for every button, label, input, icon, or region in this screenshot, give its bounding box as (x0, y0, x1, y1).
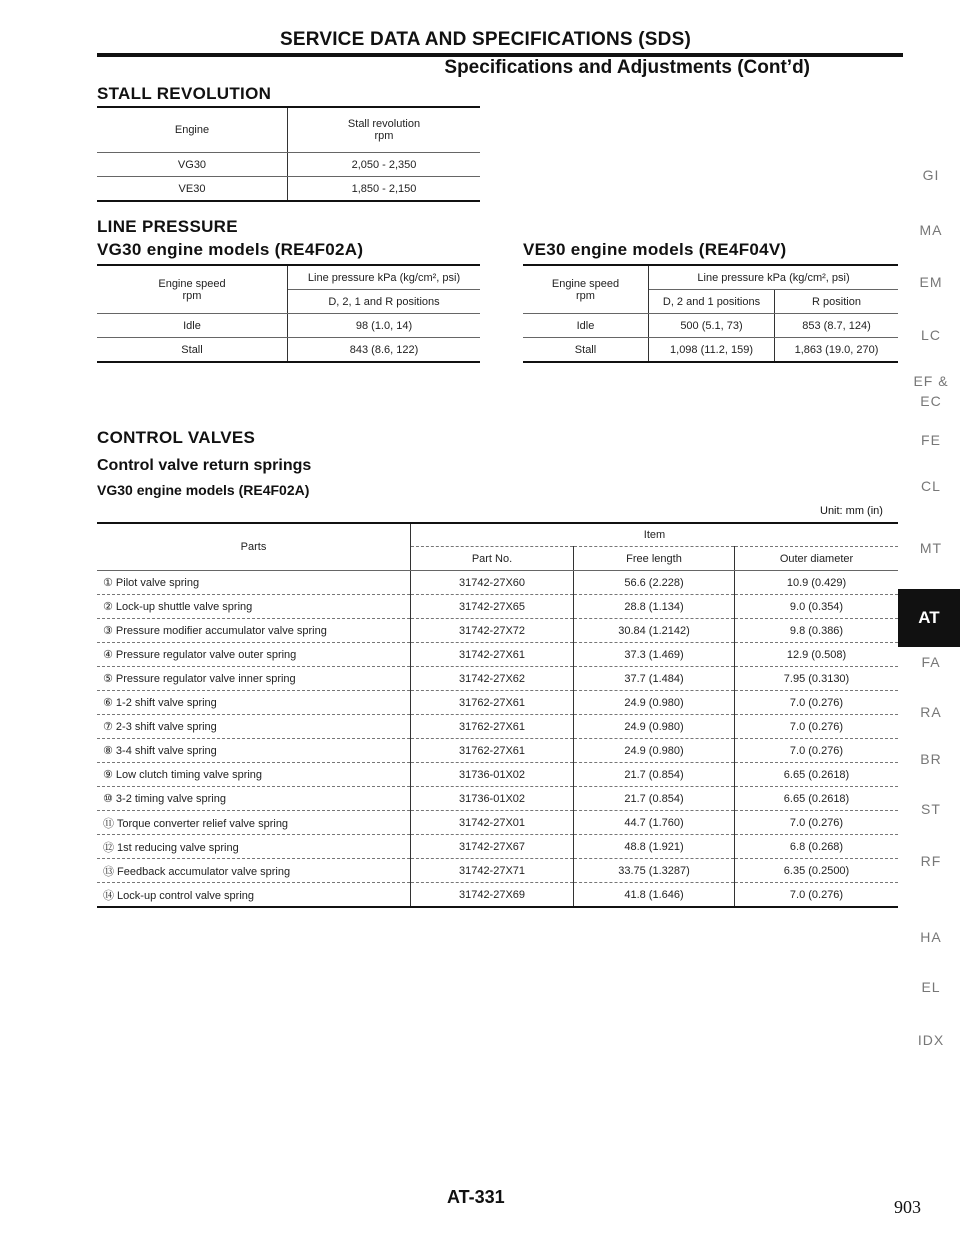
spring-part-no: 31762-27X61 (411, 715, 574, 739)
spring-free-length: 24.9 (0.980) (574, 739, 735, 763)
table-row (97, 763, 898, 787)
table-row (97, 643, 898, 667)
vg30-col-speed-line2: rpm (182, 289, 202, 302)
section-tab[interactable]: ST (921, 801, 941, 817)
spring-part: ⑭ Lock-up control valve spring (97, 883, 411, 908)
table-row (523, 338, 898, 363)
stall-engine: VE30 (97, 177, 288, 202)
table-row (97, 153, 480, 177)
spring-part: ⑨ Low clutch timing valve spring (97, 763, 411, 787)
ve30-col-speed (523, 265, 649, 314)
spring-part-no: 31742-27X60 (411, 571, 574, 595)
table-row (97, 571, 898, 595)
section-tab[interactable]: FA (921, 654, 941, 670)
ve30-line-pressure-table (523, 264, 898, 363)
section-tab[interactable]: BR (920, 751, 942, 767)
spring-outer-diameter: 6.8 (0.268) (735, 835, 899, 859)
section-tab[interactable]: EF & (913, 373, 949, 389)
spring-free-length: 33.75 (1.3287) (574, 859, 735, 883)
spring-outer-diameter: 7.0 (0.276) (735, 739, 899, 763)
stall-col-value (288, 107, 481, 153)
spring-part-no: 31742-27X61 (411, 643, 574, 667)
vg30-col-speed (97, 265, 288, 314)
spring-outer-diameter: 6.35 (0.2500) (735, 859, 899, 883)
section-tab[interactable]: HA (920, 929, 942, 945)
section-tab[interactable]: FE (921, 432, 941, 448)
spring-part-no: 31762-27X61 (411, 739, 574, 763)
spring-outer-diameter: 7.0 (0.276) (789, 888, 844, 901)
spring-free-length: 21.7 (0.854) (574, 763, 735, 787)
vg30-value: 843 (8.6, 122) (349, 343, 419, 356)
table-row (97, 859, 898, 883)
spring-free-length: 48.8 (1.921) (574, 835, 735, 859)
stall-table (97, 106, 480, 202)
spring-part: ⑩ 3-2 timing valve spring (97, 787, 411, 811)
page-subtitle: Specifications and Adjustments (Cont’d) (444, 57, 810, 78)
stall-col-value-line1: Stall revolution (347, 118, 421, 130)
section-tab-at[interactable]: AT (898, 589, 960, 647)
vg30-heading: VG30 engine models (RE4F02A) (97, 240, 364, 259)
ve30-col-positions-b: R position (775, 290, 899, 314)
table-row (523, 314, 898, 338)
vg30-speed: Stall (97, 338, 288, 363)
section-tab[interactable]: RA (920, 704, 942, 720)
spring-outer-diameter: 7.0 (0.276) (735, 691, 899, 715)
section-tab[interactable]: CL (921, 478, 941, 494)
section-tab[interactable]: RF (920, 853, 942, 869)
ve30-heading: VE30 engine models (RE4F04V) (523, 240, 787, 259)
ve30-col-speed-line1: Engine speed (551, 277, 620, 290)
ve30-value-b: 1,863 (19.0, 270) (794, 343, 879, 356)
stall-engine: VG30 (97, 153, 288, 177)
spring-free-length: 24.9 (0.980) (574, 691, 735, 715)
spring-part-no: 31736-01X02 (411, 763, 574, 787)
section-tab[interactable]: EM (919, 274, 943, 290)
spring-part: ② Lock-up shuttle valve spring (97, 595, 411, 619)
table-row (97, 691, 898, 715)
table-row (97, 338, 480, 363)
section-tab[interactable]: EL (921, 979, 941, 995)
return-springs-table (97, 522, 898, 908)
ve30-speed: Stall (523, 338, 649, 363)
ve30-col-speed-line2: rpm (576, 289, 595, 302)
spring-outer-diameter: 10.9 (0.429) (735, 571, 899, 595)
spring-outer-diameter: 6.65 (0.2618) (735, 787, 899, 811)
spring-part: ⑧ 3-4 shift valve spring (97, 739, 411, 763)
section-tab[interactable]: GI (922, 167, 940, 183)
stall-value: 2,050 - 2,350 (288, 153, 481, 177)
ve30-col-positions-a: D, 2 and 1 positions (649, 290, 775, 314)
table-row (97, 314, 480, 338)
table-row (97, 787, 898, 811)
col-item: Item (411, 523, 899, 547)
spring-part-no: 31742-27X62 (411, 667, 574, 691)
page-title: SERVICE DATA AND SPECIFICATIONS (SDS) (280, 29, 692, 50)
spring-free-length: 24.9 (0.980) (574, 715, 735, 739)
return-springs-heading: Control valve return springs (97, 457, 312, 474)
spring-free-length: 56.6 (2.228) (574, 571, 735, 595)
spring-part: ⑤ Pressure regulator valve inner spring (97, 667, 411, 691)
spring-outer-diameter: 9.0 (0.354) (735, 595, 899, 619)
spring-part: ④ Pressure regulator valve outer spring (97, 643, 411, 667)
spring-outer-diameter: 12.9 (0.508) (735, 643, 899, 667)
section-tab[interactable]: IDX (917, 1032, 945, 1048)
vg30-value: 98 (1.0, 14) (288, 314, 481, 338)
spring-part: ③ Pressure modifier accumulator valve spring (97, 619, 411, 643)
spring-free-length: 21.7 (0.854) (574, 787, 735, 811)
vg30-line-pressure-table (97, 264, 480, 363)
ve30-value-a: 500 (5.1, 73) (649, 314, 775, 338)
section-tab[interactable]: LC (921, 327, 941, 343)
stall-col-engine: Engine (97, 107, 288, 153)
ve30-speed: Idle (523, 314, 649, 338)
table-row (97, 835, 898, 859)
spring-part-no: 31742-27X69 (411, 883, 574, 908)
spring-free-length: 37.7 (1.484) (574, 667, 735, 691)
control-valves-heading: CONTROL VALVES (97, 428, 256, 447)
spring-free-length: 28.8 (1.134) (574, 595, 735, 619)
spring-part-no: 31762-27X61 (411, 691, 574, 715)
ve30-col-pressure: Line pressure kPa (kg/cm², psi) (649, 265, 899, 290)
vg30-col-speed-line1: Engine speed (158, 277, 226, 290)
col-free-length: Free length (574, 547, 735, 571)
stall-heading: STALL REVOLUTION (97, 84, 272, 103)
ve30-value-a: 1,098 (11.2, 159) (649, 338, 775, 363)
col-outer-diameter: Outer diameter (735, 547, 899, 571)
table-row (97, 715, 898, 739)
line-pressure-heading: LINE PRESSURE (97, 217, 238, 236)
table-row (97, 667, 898, 691)
spring-part: ⑪ Torque converter relief valve spring (97, 811, 411, 835)
spring-outer-diameter: 7.0 (0.276) (735, 811, 899, 835)
document-number: 903 (894, 1197, 921, 1217)
spring-free-length: 30.84 (1.2142) (574, 619, 735, 643)
spring-free-length: 37.3 (1.469) (574, 643, 735, 667)
spring-part-no: 31742-27X67 (411, 835, 574, 859)
spring-part-no: 31742-27X65 (411, 595, 574, 619)
spring-outer-diameter: 7.95 (0.3130) (735, 667, 899, 691)
ve30-value-b: 853 (8.7, 124) (775, 314, 899, 338)
spring-part: ⑦ 2-3 shift valve spring (97, 715, 411, 739)
spring-part-no: 31736-01X02 (411, 787, 574, 811)
section-tab[interactable]: EC (920, 393, 942, 409)
vg30-speed: Idle (97, 314, 288, 338)
spring-part-no: 31742-27X01 (411, 811, 574, 835)
spring-outer-diameter: 7.0 (0.276) (735, 715, 899, 739)
vg30-col-pressure: Line pressure kPa (kg/cm², psi) (288, 265, 481, 290)
spring-part: ⑬ Feedback accumulator valve spring (97, 859, 411, 883)
col-parts: Parts (97, 523, 411, 571)
spring-part-no: 31742-27X71 (411, 859, 574, 883)
page-number: AT-331 (447, 1187, 505, 1207)
unit-label: Unit: mm (in) (820, 505, 883, 517)
spring-part: ① Pilot valve spring (97, 571, 411, 595)
table-row (97, 883, 898, 908)
vg30-col-positions: D, 2, 1 and R positions (288, 290, 481, 314)
table-row (97, 619, 898, 643)
table-row (97, 811, 898, 835)
table-row (97, 177, 480, 202)
stall-col-value-line2: rpm (374, 130, 394, 142)
spring-outer-diameter: 9.8 (0.386) (735, 619, 899, 643)
col-part-no: Part No. (411, 547, 574, 571)
spring-part: ⑥ 1-2 shift valve spring (97, 691, 411, 715)
spring-part-no: 31742-27X72 (411, 619, 574, 643)
section-tab[interactable]: MA (919, 222, 943, 238)
spring-outer-diameter: 6.65 (0.2618) (735, 763, 899, 787)
stall-value: 1,850 - 2,150 (351, 182, 417, 195)
spring-free-length: 44.7 (1.760) (574, 811, 735, 835)
table-row (97, 739, 898, 763)
spring-part: ⑫ 1st reducing valve spring (97, 835, 411, 859)
table-row (97, 595, 898, 619)
section-tab[interactable]: MT (919, 540, 943, 556)
valve-models-heading: VG30 engine models (RE4F02A) (97, 482, 310, 498)
spring-free-length: 41.8 (1.646) (574, 883, 735, 908)
